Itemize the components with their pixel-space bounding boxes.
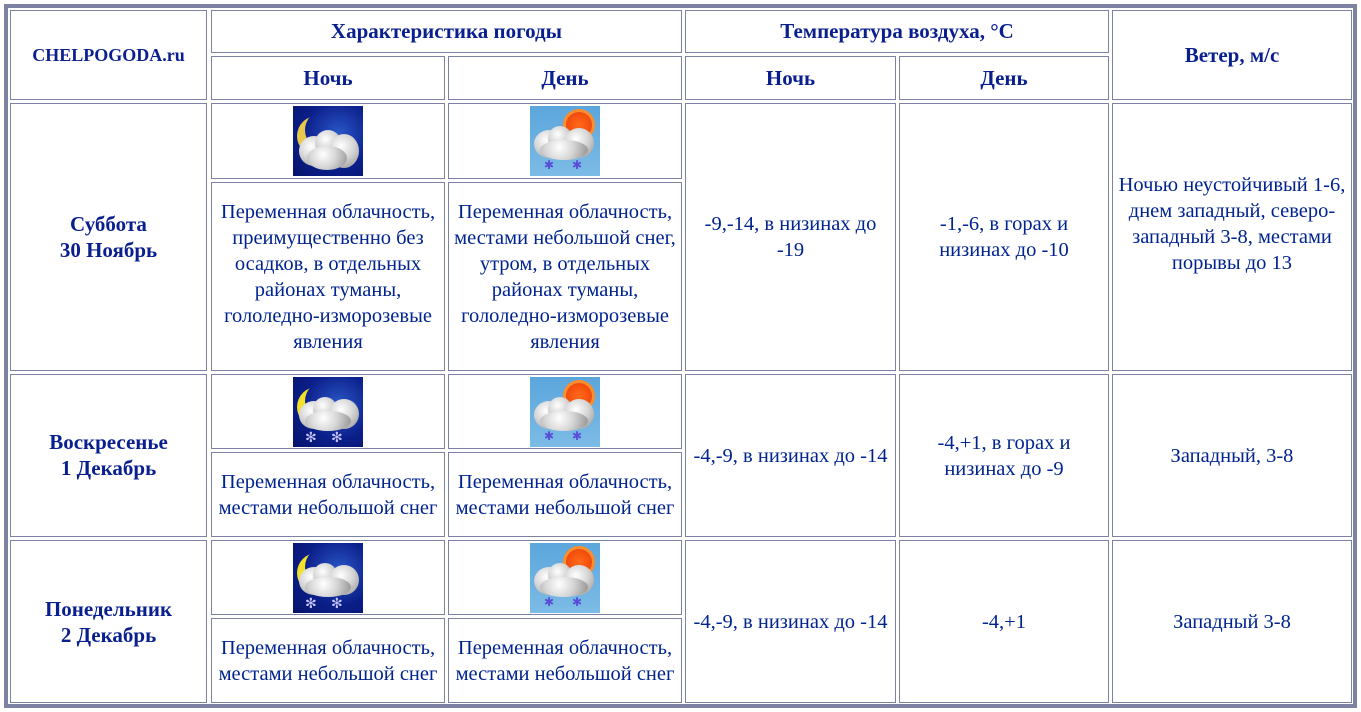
day-icon-cell	[448, 103, 682, 179]
moon-cloud-icon	[293, 106, 363, 176]
day-icon-cell	[448, 374, 682, 449]
sun-cloud-snow-icon: ✱ ✱	[530, 377, 600, 447]
temp-night-value: -4,-9, в низинах до -14	[685, 540, 896, 703]
wind-value: Западный 3-8	[1112, 540, 1352, 703]
date: 30 Ноябрь	[59, 238, 158, 262]
temp-night-value: -9,-14, в низинах до -19	[685, 103, 896, 371]
temperature-group-header: Температура воздуха, °С	[685, 10, 1109, 53]
wind-value: Ночью неустойчивый 1-6, днем западный, северо-западный 3-8, местами порывы до 13	[1112, 103, 1352, 371]
date: 1 Декабрь	[60, 456, 157, 480]
day-label-monday	[10, 540, 207, 703]
moon-cloud-snow-icon: ✻ ✻	[293, 377, 363, 447]
night-weather-text: Переменная облачность, преимущественно без осадков, в отдельных районах туманы, гололедно-изморозевые явления	[211, 182, 445, 371]
weekday: Суббота	[70, 212, 147, 236]
weekday: Понедельник	[44, 596, 173, 621]
weekday: Воскресенье	[49, 430, 168, 454]
day-weather-text: Переменная облачность, местами небольшой снег, утром, в отдельных районах туманы, гололедно-изморозевые явления	[448, 182, 682, 371]
temp-day-value: -4,+1	[899, 540, 1109, 703]
temp-day-value: -4,+1, в горах и низинах до -9	[899, 374, 1109, 537]
night-icon-cell	[211, 103, 445, 179]
night-icon-cell	[211, 374, 445, 449]
temp-day-header: День	[899, 56, 1109, 100]
temp-day-value: -1,-6, в горах и низинах до -10	[899, 103, 1109, 371]
night-icon-cell	[211, 540, 445, 615]
night-weather-text: Переменная облачность, местами небольшой снег	[211, 452, 445, 537]
brand-header: CHELPOGODA.ru	[10, 10, 207, 100]
day-label-saturday	[10, 103, 207, 371]
night-weather-text: Переменная облачность, местами небольшой снег	[211, 618, 445, 703]
weather-day-header: День	[448, 56, 682, 100]
temp-night-value: -4,-9, в низинах до -14	[685, 374, 896, 537]
weather-night-header: Ночь	[211, 56, 445, 100]
moon-cloud-snow-icon: ✻ ✻	[293, 543, 363, 613]
wind-header: Ветер, м/с	[1112, 10, 1352, 100]
sun-cloud-snow-icon: ✱ ✱	[530, 106, 600, 176]
day-weather-text: Переменная облачность, местами небольшой снег	[448, 618, 682, 703]
weather-group-header: Характеристика погоды	[211, 10, 682, 53]
wind-value: Западный, 3-8	[1112, 374, 1352, 537]
date: 2 Декабрь	[60, 622, 157, 647]
sun-cloud-snow-icon: ✱ ✱	[530, 543, 600, 613]
day-weather-text: Переменная облачность, местами небольшой снег	[448, 452, 682, 537]
day-label-sunday	[10, 374, 207, 537]
day-icon-cell	[448, 540, 682, 615]
temp-night-header: Ночь	[685, 56, 896, 100]
